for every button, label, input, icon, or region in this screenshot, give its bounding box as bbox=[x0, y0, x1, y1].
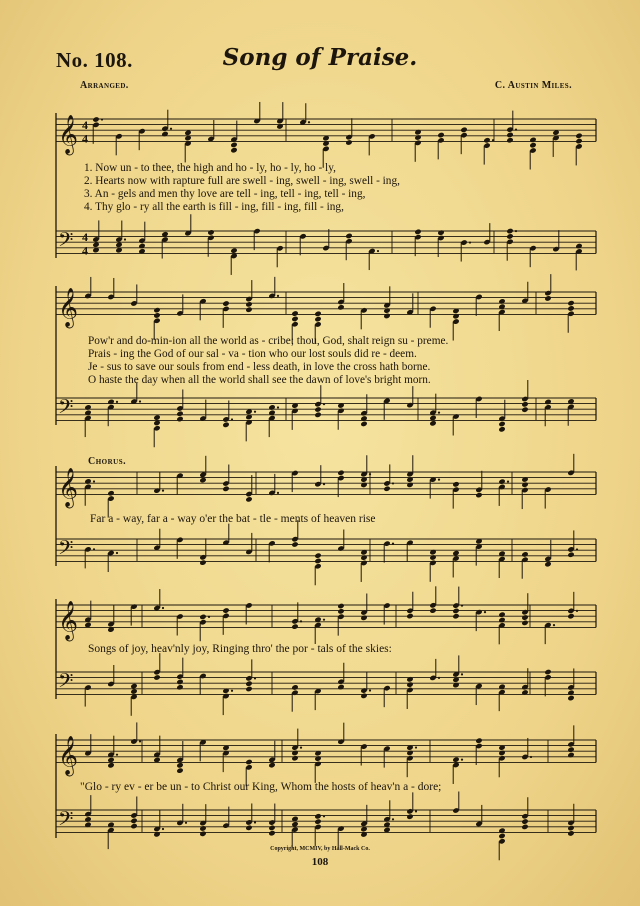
note-head bbox=[498, 750, 505, 756]
note-dot bbox=[116, 754, 118, 756]
note-head bbox=[506, 132, 513, 138]
note-head bbox=[360, 615, 367, 621]
note-head bbox=[84, 816, 91, 822]
note-head bbox=[567, 613, 574, 619]
note-dot bbox=[484, 611, 486, 613]
bass-clef-icon: 𝄢 bbox=[58, 227, 74, 256]
note-head bbox=[498, 617, 505, 623]
note-head bbox=[314, 558, 321, 564]
note-head bbox=[314, 755, 321, 761]
note-dot bbox=[162, 607, 164, 609]
note-head bbox=[498, 611, 505, 617]
note-head bbox=[199, 831, 206, 837]
note-head bbox=[130, 823, 137, 829]
note-head bbox=[437, 229, 444, 235]
note-head bbox=[345, 139, 352, 145]
note-dot bbox=[469, 241, 471, 243]
note-head bbox=[506, 137, 513, 143]
note-head bbox=[230, 142, 237, 148]
note-head bbox=[406, 813, 413, 819]
note-head bbox=[222, 486, 229, 492]
note-dot bbox=[254, 821, 256, 823]
note-dot bbox=[116, 401, 118, 403]
note-head bbox=[337, 603, 344, 609]
verse-1-line-1: 1. Now un - to thee, the high and ho - ly, ho - ly, ho - ly, bbox=[84, 162, 336, 174]
note-head bbox=[406, 613, 413, 619]
note-head bbox=[153, 307, 160, 313]
note-head bbox=[314, 412, 321, 418]
note-head bbox=[291, 750, 298, 756]
note-head bbox=[429, 554, 436, 560]
note-head bbox=[383, 313, 390, 319]
note-dot bbox=[392, 543, 394, 545]
note-dot bbox=[415, 746, 417, 748]
note-head bbox=[521, 551, 528, 557]
note-head bbox=[575, 243, 582, 249]
note-head bbox=[383, 486, 390, 492]
note-dot bbox=[124, 238, 126, 240]
note-head bbox=[84, 478, 91, 484]
composer-credit: C. Austin Miles. bbox=[494, 80, 572, 91]
note-head bbox=[291, 684, 298, 690]
copyright-notice: Copyright, MCMIV, by Hall-Mack Co. bbox=[270, 846, 370, 852]
note-dot bbox=[101, 118, 103, 120]
verse-2-line-1: 2. Hearts now with rapture full are swell - ing, swell - ing, swell - ing, bbox=[84, 175, 400, 187]
note-dot bbox=[323, 619, 325, 621]
note-dot bbox=[277, 492, 279, 494]
note-dot bbox=[415, 810, 417, 812]
note-dot bbox=[231, 418, 233, 420]
note-head bbox=[452, 608, 459, 614]
note-head bbox=[176, 684, 183, 690]
note-head bbox=[176, 679, 183, 685]
note-head bbox=[345, 233, 352, 239]
verse-block-second-line bbox=[88, 335, 448, 387]
note-head bbox=[406, 681, 413, 687]
note-head bbox=[498, 426, 505, 432]
note-head bbox=[153, 414, 160, 420]
note-head bbox=[406, 750, 413, 756]
note-dot bbox=[461, 673, 463, 675]
chorus-line-3: "Glo - ry ev - er be un - to Christ our King, Whom the hosts of heav'n a - dore; bbox=[80, 781, 442, 793]
note-head bbox=[529, 137, 536, 143]
bass-clef-icon: 𝄢 bbox=[58, 806, 74, 835]
note-dot bbox=[93, 548, 95, 550]
note-dot bbox=[300, 620, 302, 622]
note-head bbox=[360, 693, 367, 699]
note-head bbox=[268, 830, 275, 836]
note-head bbox=[291, 755, 298, 761]
note-head bbox=[406, 676, 413, 682]
note-head bbox=[452, 756, 459, 762]
note-dot bbox=[323, 815, 325, 817]
treble-clef-icon: 𝄞 bbox=[58, 114, 79, 155]
note-head bbox=[521, 482, 528, 488]
note-head bbox=[230, 147, 237, 153]
note-dot bbox=[530, 756, 532, 758]
treble-clef-icon: 𝄞 bbox=[58, 600, 79, 641]
note-dot bbox=[323, 483, 325, 485]
note-dot bbox=[170, 128, 172, 130]
bass-clef-icon: 𝄢 bbox=[58, 668, 74, 697]
note-head bbox=[475, 492, 482, 498]
note-dot bbox=[369, 473, 371, 475]
note-head bbox=[314, 813, 321, 819]
note-head bbox=[567, 552, 574, 558]
note-head bbox=[452, 613, 459, 619]
note-head bbox=[521, 401, 528, 407]
note-head bbox=[92, 116, 99, 122]
note-head bbox=[498, 421, 505, 427]
note-head bbox=[567, 825, 574, 831]
note-head bbox=[207, 229, 214, 235]
note-dot bbox=[185, 822, 187, 824]
note-head bbox=[452, 481, 459, 487]
note-head bbox=[521, 818, 528, 824]
note-dot bbox=[392, 818, 394, 820]
note-head bbox=[529, 142, 536, 148]
verse-4-line-2: O haste the day when all the world shall see the dawn of love's bright morn. bbox=[88, 374, 431, 386]
note-head bbox=[414, 134, 421, 140]
note-dot bbox=[461, 604, 463, 606]
note-dot bbox=[438, 412, 440, 414]
note-dot bbox=[515, 129, 517, 131]
note-head bbox=[245, 496, 252, 502]
bass-clef-icon: 𝄢 bbox=[58, 535, 74, 564]
note-dot bbox=[308, 121, 310, 123]
note-head bbox=[314, 316, 321, 322]
note-head bbox=[567, 305, 574, 311]
verse-2-line-2: Prais - ing the God of our sal - va - tion who our lost souls did re - deem. bbox=[88, 348, 417, 360]
note-head bbox=[337, 470, 344, 476]
note-head bbox=[475, 737, 482, 743]
note-head bbox=[291, 541, 298, 547]
note-dot bbox=[507, 481, 509, 483]
time-signature: 4 bbox=[82, 230, 88, 245]
note-dot bbox=[492, 139, 494, 141]
note-head bbox=[245, 759, 252, 765]
note-head bbox=[245, 306, 252, 312]
note-head bbox=[153, 674, 160, 680]
note-head bbox=[176, 416, 183, 422]
note-head bbox=[460, 127, 467, 133]
note-dot bbox=[277, 406, 279, 408]
note-head bbox=[544, 561, 551, 567]
note-dot bbox=[553, 624, 555, 626]
note-head bbox=[498, 833, 505, 839]
note-head bbox=[521, 614, 528, 620]
note-dot bbox=[515, 230, 517, 232]
note-dot bbox=[162, 490, 164, 492]
note-head bbox=[230, 247, 237, 253]
verse-block-first-line bbox=[84, 162, 400, 214]
note-head bbox=[337, 304, 344, 310]
time-signature: 4 bbox=[82, 243, 88, 258]
note-dot bbox=[300, 746, 302, 748]
note-head bbox=[314, 406, 321, 412]
note-dot bbox=[576, 610, 578, 612]
note-head bbox=[567, 830, 574, 836]
note-head bbox=[268, 825, 275, 831]
note-head bbox=[575, 138, 582, 144]
chorus-line-2: Songs of joy, heav'nly joy, Ringing thro' the por - tals of the skies: bbox=[88, 643, 392, 655]
note-dot bbox=[576, 548, 578, 550]
note-dot bbox=[377, 250, 379, 252]
note-head bbox=[130, 818, 137, 824]
note-dot bbox=[254, 411, 256, 413]
verse-1-line-2: Pow'r and do-min-ion all the world as - cribe; thou, God, shalt reign su - preme. bbox=[88, 335, 449, 347]
note-dot bbox=[231, 690, 233, 692]
note-dot bbox=[139, 400, 141, 402]
note-head bbox=[406, 482, 413, 488]
note-dot bbox=[116, 552, 118, 554]
note-head bbox=[291, 316, 298, 322]
page-number: 108 bbox=[311, 856, 329, 868]
note-head bbox=[567, 746, 574, 752]
note-head bbox=[575, 133, 582, 139]
hymn-number: No. 108. bbox=[56, 48, 133, 72]
note-head bbox=[222, 607, 229, 613]
note-head bbox=[199, 825, 206, 831]
verse-4-line-1: 4. Thy glo - ry all the earth is fill - ing, fill - ing, fill - ing, bbox=[84, 201, 344, 213]
note-head bbox=[245, 680, 252, 686]
note-head bbox=[199, 614, 206, 620]
chorus-label: Chorus. bbox=[88, 456, 127, 467]
hymn-title: Song of Praise. bbox=[222, 44, 418, 71]
treble-clef-icon: 𝄞 bbox=[58, 287, 79, 328]
note-head bbox=[245, 301, 252, 307]
note-head bbox=[544, 295, 551, 301]
verse-3-line-1: 3. An - gels and men thy love are tell - ing, tell - ing, tell - ing, bbox=[84, 188, 366, 200]
note-dot bbox=[461, 759, 463, 761]
note-head bbox=[544, 669, 551, 675]
note-head bbox=[314, 311, 321, 317]
note-head bbox=[567, 695, 574, 701]
note-head bbox=[521, 824, 528, 830]
note-dot bbox=[438, 478, 440, 480]
note-dot bbox=[369, 689, 371, 691]
note-head bbox=[337, 608, 344, 614]
note-dot bbox=[277, 295, 279, 297]
note-head bbox=[268, 762, 275, 768]
note-head bbox=[414, 229, 421, 235]
note-dot bbox=[208, 616, 210, 618]
note-dot bbox=[438, 677, 440, 679]
note-dot bbox=[323, 403, 325, 405]
arranged-credit: Arranged. bbox=[80, 80, 129, 91]
note-head bbox=[276, 123, 283, 129]
note-head bbox=[107, 490, 114, 496]
note-head bbox=[176, 762, 183, 768]
bass-clef-icon: 𝄢 bbox=[58, 394, 74, 423]
note-head bbox=[176, 767, 183, 773]
note-head bbox=[245, 825, 252, 831]
note-head bbox=[506, 228, 513, 234]
note-head bbox=[222, 422, 229, 428]
note-head bbox=[107, 762, 114, 768]
treble-clef-icon: 𝄞 bbox=[58, 735, 79, 776]
note-head bbox=[544, 399, 551, 405]
note-dot bbox=[93, 480, 95, 482]
note-head bbox=[506, 233, 513, 239]
note-head bbox=[222, 300, 229, 306]
note-head bbox=[337, 684, 344, 690]
note-dot bbox=[139, 740, 141, 742]
note-head bbox=[161, 131, 168, 137]
note-head bbox=[199, 559, 206, 565]
note-head bbox=[268, 404, 275, 410]
verse-3-line-2: Je - sus to save our souls from end - less death, in love the cross hath borne. bbox=[88, 361, 431, 373]
time-signature: 4 bbox=[82, 118, 88, 133]
note-head bbox=[437, 132, 444, 138]
note-head bbox=[153, 312, 160, 318]
note-head bbox=[245, 686, 252, 692]
note-head bbox=[291, 310, 298, 316]
note-head bbox=[107, 399, 114, 405]
note-head bbox=[360, 482, 367, 488]
note-dot bbox=[162, 828, 164, 830]
note-head bbox=[567, 690, 574, 696]
note-head bbox=[360, 421, 367, 427]
note-head bbox=[483, 137, 490, 143]
note-head bbox=[176, 411, 183, 417]
treble-clef-icon: 𝄞 bbox=[58, 467, 79, 508]
note-dot bbox=[254, 677, 256, 679]
note-head bbox=[521, 620, 528, 626]
note-head bbox=[521, 406, 528, 412]
note-head bbox=[498, 827, 505, 833]
note-head bbox=[314, 818, 321, 824]
note-head bbox=[314, 552, 321, 558]
note-dot bbox=[392, 482, 394, 484]
chorus-line-1: Far a - way, far a - way o'er the bat - tle - ments of heaven rise bbox=[90, 513, 376, 525]
time-signature: 4 bbox=[82, 131, 88, 146]
note-head bbox=[84, 404, 91, 410]
note-head bbox=[291, 623, 298, 629]
note-head bbox=[429, 420, 436, 426]
note-head bbox=[498, 478, 505, 484]
note-head bbox=[567, 300, 574, 306]
note-head bbox=[429, 607, 436, 613]
